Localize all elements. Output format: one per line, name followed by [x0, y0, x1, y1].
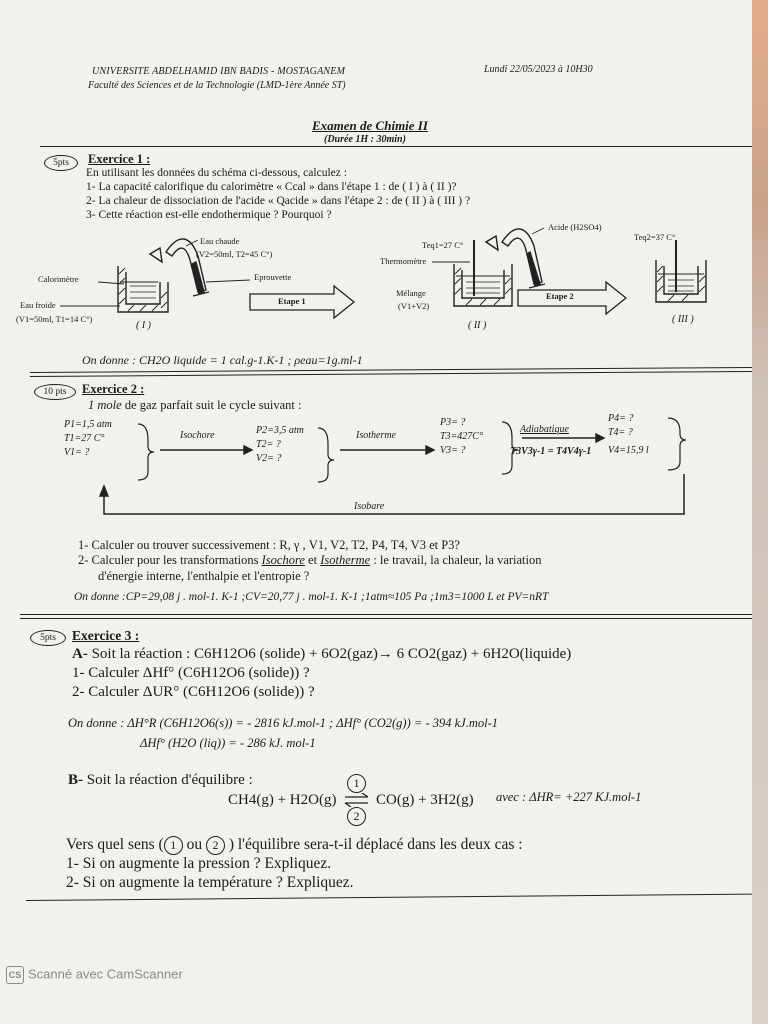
label-mixture: Mélange: [396, 288, 426, 298]
ex1-points-badge: 5pts: [44, 155, 78, 171]
ex2-question-2-cont: d'énergie interne, l'enthalpie et l'entropie ?: [98, 569, 310, 583]
ex2-q2-isochore: Isochore: [261, 553, 305, 567]
state-1-p: P1=1,5 atm: [64, 419, 112, 430]
test-tube-I: [150, 239, 209, 296]
ex3-part-b: [68, 772, 253, 789]
state-2-v: V2= ?: [256, 453, 282, 464]
camscanner-text: Scanné avec CamScanner: [28, 966, 183, 982]
ex1-title: Exercice 1 :: [88, 152, 151, 166]
ex3-given-2: ΔHf° (H2O (liq)) = - 286 kJ. mol-1: [140, 736, 316, 750]
camscanner-watermark: [6, 966, 183, 984]
ex1-given-data: On donne : CH2O liquide = 1 cal.g-1.K-1 ; ρeau=1g.ml-1: [82, 353, 363, 367]
state-4-p: P4= ?: [608, 413, 634, 424]
brace-state-4: [668, 418, 686, 470]
ex3-question-b2: 2- Si on augmente la température ? Expliquez.: [66, 874, 354, 891]
direction-2-ref: 2: [206, 836, 225, 855]
ex3-qb-part-a: Vers quel sens (: [66, 836, 164, 854]
label-state-II: ( II ): [468, 320, 487, 331]
label-step-2: Etape 2: [546, 291, 574, 301]
exam-duration: (Durée 1H : 30min): [324, 134, 406, 145]
ex2-question-1: 1- Calculer ou trouver successivement : R, γ , V1, V2, T2, P4, T4, V3 et P3?: [78, 538, 460, 552]
beaker-I: [118, 266, 168, 312]
divider-bottom: [26, 894, 752, 901]
label-step-1: Etape 1: [278, 296, 306, 306]
scan-background-edge: [752, 0, 768, 1024]
ex3-title: Exercice 3 :: [72, 628, 140, 643]
state-3-t: T3=427C°: [440, 431, 483, 442]
ex1-intro: En utilisant les données du schéma ci-dessous, calculez :: [86, 167, 347, 179]
exam-date: Lundi 22/05/2023 à 10H30: [484, 64, 593, 75]
state-1-v: V1= ?: [64, 447, 90, 458]
label-thermometer: Thermomètre: [380, 256, 427, 266]
label-isobare: Isobare: [354, 501, 385, 512]
ex3-reaction-a: Soit la réaction : C6H12O6 (solide) + 6O2(gaz)→ 6 CO2(gaz) + 6H2O(liquide): [91, 646, 572, 662]
test-tube-II: [486, 229, 545, 288]
university-name: UNIVERSITE ABDELHAMID IBN BADIS - MOSTAGANEM: [92, 66, 346, 77]
brace-state-3: [502, 422, 518, 474]
label-isotherme: Isotherme: [356, 430, 396, 441]
ex2-intro-mole: 1 mole: [88, 398, 122, 412]
direction-1-ref: 1: [164, 836, 183, 855]
label-isochore: Isochore: [180, 430, 215, 441]
beaker-III: [656, 240, 706, 302]
ex2-title: Exercice 2 :: [82, 382, 145, 396]
eq-direction-block: [344, 774, 370, 826]
ex2-q2-isotherme: Isotherme: [320, 553, 371, 567]
label-adiabatique: Adiabatique: [520, 424, 569, 435]
label-teq2: Teq2=37 C°: [634, 232, 676, 242]
divider-ex2-double: [20, 618, 752, 619]
thermo-cycle-diagram: [0, 410, 752, 530]
ex3-part-b-text: Soit la réaction d'équilibre :: [86, 772, 253, 788]
camscanner-logo-icon: CS: [6, 966, 24, 984]
label-calorimeter: Calorimètre: [38, 274, 79, 284]
ex3-part-a-label: A-: [72, 646, 88, 662]
state-3-p: P3= ?: [440, 417, 466, 428]
divider-ex2: [20, 614, 752, 615]
ex3-part-a: [72, 646, 571, 663]
ex1-question-3: 3- Cette réaction est-elle endothermique ? Pourquoi ?: [86, 209, 332, 221]
label-state-III: ( III ): [672, 314, 694, 325]
faculty-name: Faculté des Sciences et de la Technologie (LMD-1ère Année ST): [88, 80, 346, 91]
state-2-p: P2=3,5 atm: [256, 425, 304, 436]
state-4-t: T4= ?: [608, 427, 633, 438]
ex2-q2-and: et: [304, 553, 321, 567]
ex2-given-data: On donne :CP=29,08 j . mol-1. K-1 ;CV=20,77 j . mol-1. K-1 ;1atm≈105 Pa ;1m3=1000 L et PV=nRT: [74, 591, 549, 603]
eq-reactants: CH4(g) + H2O(g): [228, 792, 337, 808]
state-2-t: T2= ?: [256, 439, 281, 450]
state-4-v: V4=15,9 l: [608, 445, 649, 456]
direction-1-badge: 1: [347, 774, 366, 793]
ex2-q2-part-a: 2- Calculer pour les transformations: [78, 553, 262, 567]
ex3-question-a2: 2- Calculer ΔUR° (C6H12O6 (solide)) ?: [72, 684, 315, 700]
ex3-question-a1: 1- Calculer ΔHf° (C6H12O6 (solide)) ?: [72, 665, 310, 681]
adiabatic-relation: T3V3γ-1 = T4V4γ-1: [510, 446, 592, 457]
ex2-intro-text: de gaz parfait suit le cycle suivant :: [124, 398, 302, 412]
ex3-given-1: On donne : ΔH°R (C6H12O6(s)) = - 2816 kJ.mol-1 ; ΔHf° (CO2(g)) = - 394 kJ.mol-1: [68, 716, 498, 730]
state-1-t: T1=27 C°: [64, 433, 105, 444]
ex3-part-b-label: B-: [68, 772, 83, 788]
ex1-question-2: 2- La chaleur de dissociation de l'acide « Qacide » dans l'étape 2 : de ( II ) à ( III ) ?: [86, 195, 471, 207]
label-acid: Acide (H2SO4): [548, 222, 602, 232]
eq-products: CO(g) + 3H2(g): [376, 792, 474, 808]
ex3-points-badge: 5pts: [30, 630, 66, 646]
eq-enthalpy: avec : ΔHR= +227 KJ.mol-1: [496, 790, 642, 804]
brace-state-1: [138, 424, 154, 480]
direction-2-badge: 2: [347, 807, 366, 826]
exam-title: Examen de Chimie II: [312, 118, 428, 133]
label-state-I: ( I ): [136, 320, 151, 331]
ex3-qb-or: ou: [186, 836, 203, 854]
label-cold-water-data: (V1=50ml, T1=14 C°): [16, 314, 93, 324]
divider-top: [40, 146, 752, 147]
label-hot-water: Eau chaude: [200, 236, 240, 246]
ex3-question-b: [66, 836, 523, 855]
label-test-tube: Eprouvette: [254, 272, 292, 282]
ex3-qb-part-b: ) l'équilibre sera-t-il déplacé dans les deux cas :: [228, 836, 523, 854]
ex2-q2-part-e: : le travail, la chaleur, la variation: [370, 553, 542, 567]
label-mixture-volume: (V1+V2): [398, 301, 430, 311]
ex1-question-1: 1- La capacité calorifique du calorimètre « Ccal » dans l'étape 1 : de ( I ) à ( II )?: [86, 181, 457, 193]
state-3-v: V3= ?: [440, 445, 466, 456]
ex3-question-b1: 1- Si on augmente la pression ? Expliquez.: [66, 855, 332, 872]
label-teq1: Teq1=27 C°: [422, 240, 464, 250]
ex2-points-badge: 10 pts: [34, 384, 76, 400]
label-hot-water-data: (V2=50ml, T2=45 C°): [196, 249, 273, 259]
ex2-question-2: [78, 553, 542, 568]
equilibrium-arrows-icon: [344, 793, 370, 807]
label-cold-water: Eau froide: [20, 300, 56, 310]
isobaric-return-line: [104, 474, 684, 514]
brace-state-2: [318, 428, 334, 482]
